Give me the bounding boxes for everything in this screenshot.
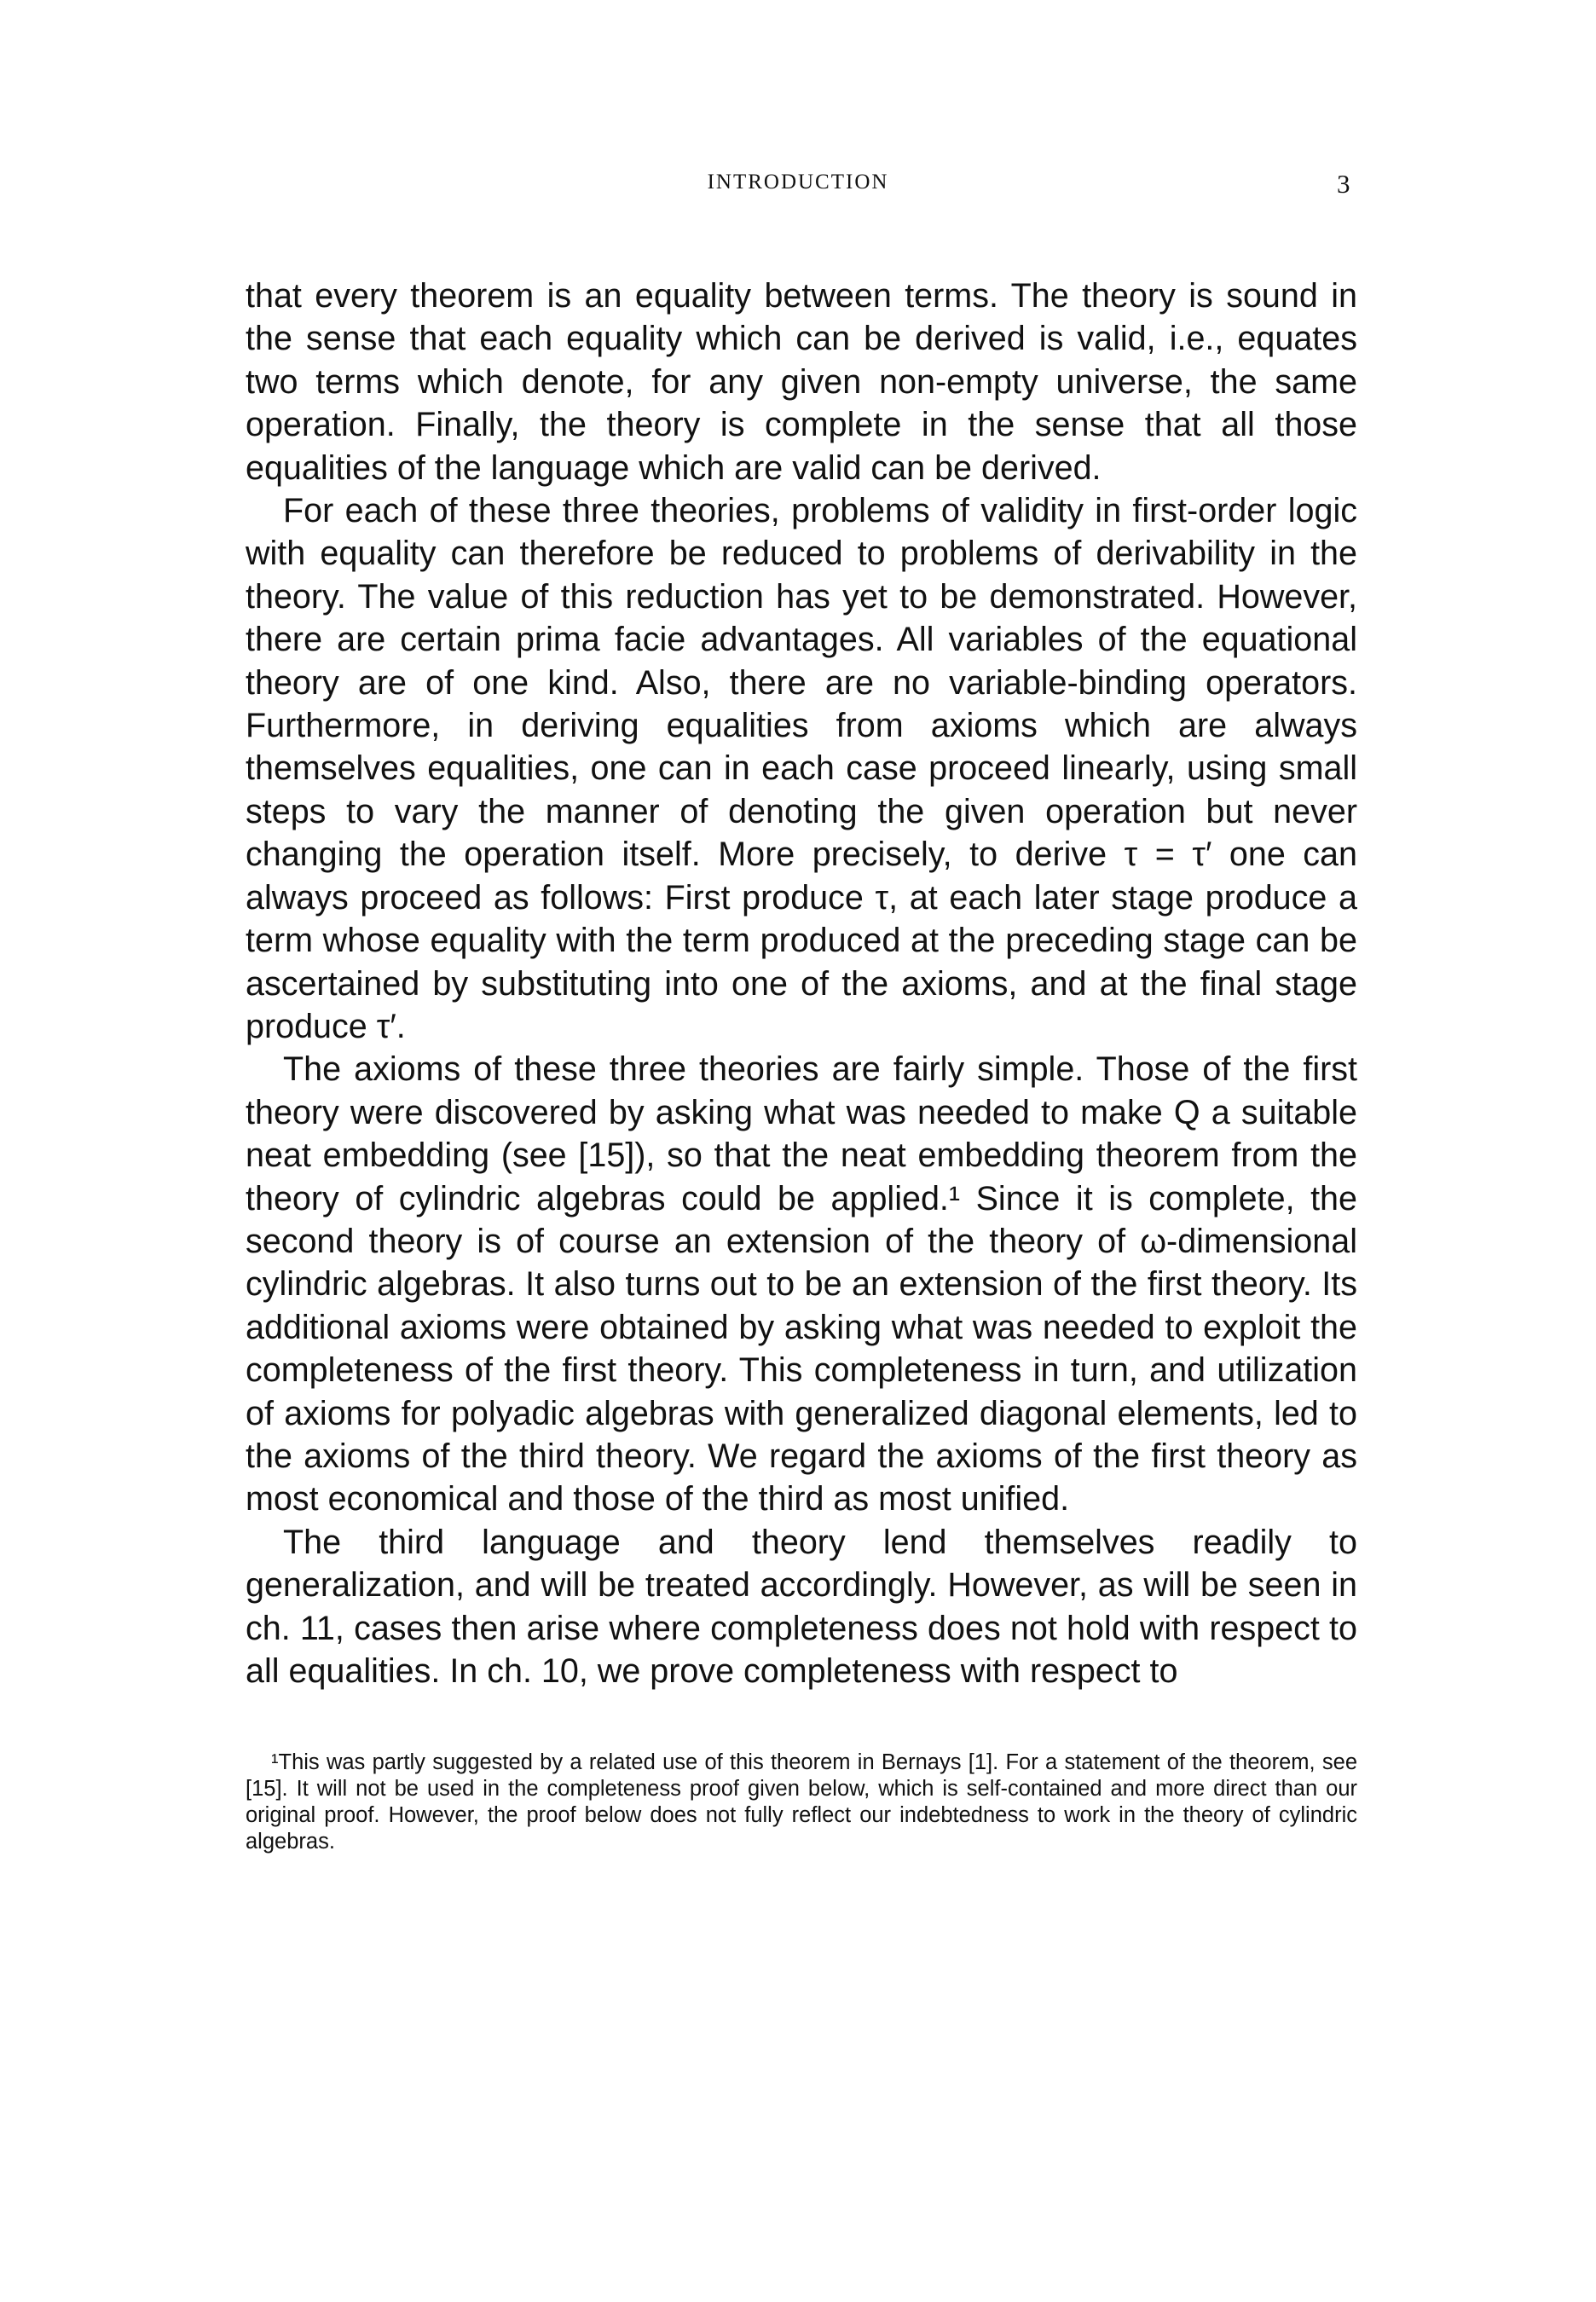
page-number: 3 (1337, 169, 1350, 199)
paragraph-axioms: The axioms of these three theories are fairly simple. Those of the first theory were discovered by asking what was needed to make Q a suitable neat embedding (see [15]), so that the neat embedding theorem from the theory of cylindric algebras could be applied.¹ Since it is complete, the second theory is of course an extension of the theory of ω-dimensional cylindric algebras. It also turns out to be an extension of the first theory. Its additional axioms were obtained by asking what was needed to exploit the completeness of the first theory. This completeness in turn, and utilization of axioms for polyadic algebras with generalized diagonal elements, led to the axioms of the third theory. We regard the axioms of the first theory as most economical and those of the third as most unified. (246, 1050, 1357, 1518)
paragraph-validity-reduction: For each of these three theories, problems of validity in first-order logic with equality can therefore be reduced to problems of derivability in the theory. The value of this reduction has yet to be demonstrated. However, there are certain prima facie advantages. All variables of the equational theory are of one kind. Also, there are no variable-binding operators. Furthermore, in deriving equalities from axioms which are always themselves equalities, one can in each case proceed linearly, using small steps to vary the manner of denoting the given operation but never changing the operation itself. More precisely, to derive τ = τ′ one can always proceed as follows: First produce τ, at each later stage produce a term whose equality with the term produced at the preceding stage can be ascertained by substituting into one of the axioms, and at the final stage produce τ′. (246, 492, 1357, 1045)
footnotes (246, 1750, 1357, 1855)
running-head: INTRODUCTION (707, 171, 889, 194)
body-text (246, 275, 1357, 1692)
footnote-1: ¹This was partly suggested by a related use of this theorem in Bernays [1]. For a statement of the theorem, see [15]. It will not be used in the completeness proof given below, which is self-contained and more direct than our original proof. However, the proof below does not fully reflect our indebtedness to work in the theory of cylindric algebras. (246, 1750, 1357, 1854)
paragraph-third-language: The third language and theory lend themselves readily to generalization, and will be treated accordingly. However, as will be seen in ch. 11, cases then arise where completeness does not hold with respect to all equalities. In ch. 10, we prove completeness with respect to (246, 1523, 1357, 1690)
paragraph-continuation: that every theorem is an equality between terms. The theory is sound in the sense that each equality which can be derived is valid, i.e., equates two terms which denote, for any given non-empty universe, the same operation. Finally, the theory is complete in the sense that all those equalities of the language which are valid can be derived. (246, 277, 1357, 487)
